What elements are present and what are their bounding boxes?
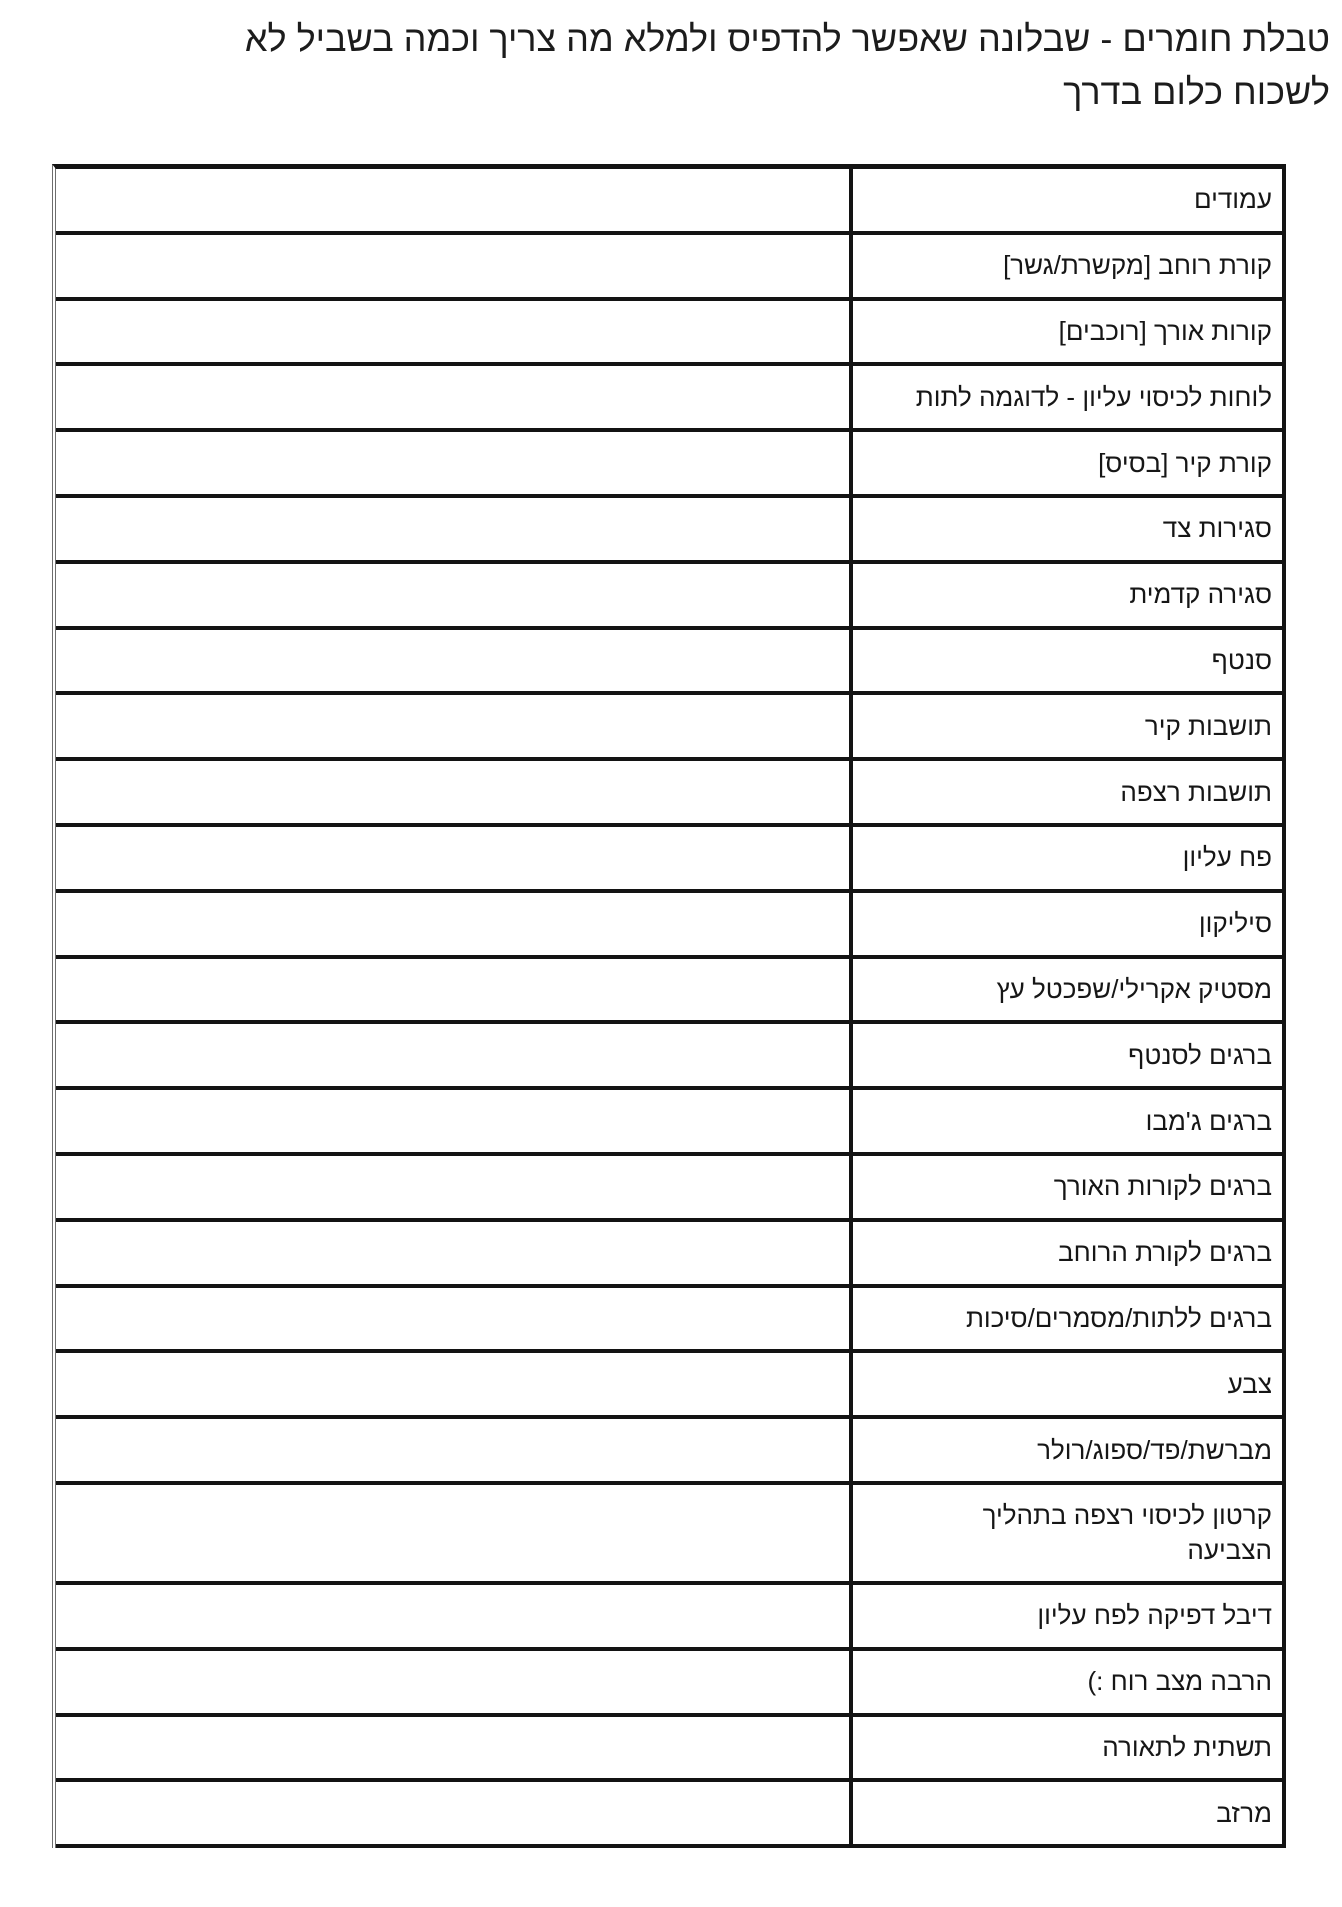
- table-row: [56, 1585, 1282, 1651]
- material-label-line1: הרבה מצב רוח :): [1087, 1666, 1272, 1697]
- material-label-cell: [849, 1353, 1282, 1415]
- material-label: [859, 1104, 1272, 1139]
- table-row: [56, 1090, 1282, 1156]
- table-row: [56, 1024, 1282, 1090]
- material-label-line1: ברגים לסנטף: [1128, 1039, 1272, 1070]
- material-label-cell: [849, 1782, 1282, 1844]
- quantity-cell: [56, 1419, 849, 1481]
- material-label-line1: קורות אורך [רוכבים]: [1058, 315, 1272, 346]
- table-row: [56, 169, 1282, 235]
- material-label: [859, 1235, 1272, 1270]
- quantity-cell: [56, 301, 849, 363]
- material-label-cell: [849, 630, 1282, 692]
- material-label-cell: [849, 1717, 1282, 1779]
- material-label-cell: [849, 893, 1282, 955]
- quantity-cell: [56, 630, 849, 692]
- table-row: [56, 1651, 1282, 1717]
- material-label-line1: סגירות צד: [1162, 513, 1272, 544]
- quantity-cell: [56, 1090, 849, 1152]
- material-label: [859, 380, 1272, 415]
- material-label: [859, 1038, 1272, 1073]
- material-label-cell: [849, 1156, 1282, 1218]
- table-row: [56, 1353, 1282, 1419]
- material-label: [859, 1433, 1272, 1468]
- material-label-cell: [849, 235, 1282, 297]
- table-row: [56, 695, 1282, 761]
- material-label-cell: [849, 301, 1282, 363]
- materials-table: [52, 164, 1286, 1848]
- table-row: [56, 498, 1282, 564]
- table-row: [56, 893, 1282, 959]
- material-label-line1: קורת קיר [בסיס]: [1098, 447, 1272, 478]
- table-row: [56, 761, 1282, 827]
- quantity-cell: [56, 432, 849, 494]
- material-label: [859, 1664, 1272, 1699]
- quantity-cell: [56, 1222, 849, 1284]
- quantity-cell: [56, 366, 849, 428]
- material-label-line1: מרזב: [1216, 1797, 1272, 1828]
- material-label-line1: תושבות קיר: [1144, 710, 1272, 741]
- page-title-line2: לשכוח כלום בדרך: [1063, 71, 1330, 112]
- material-label: [859, 1730, 1272, 1765]
- quantity-cell: [56, 761, 849, 823]
- table-row: [56, 1222, 1282, 1288]
- material-label: [859, 906, 1272, 941]
- material-label-line1: סגירה קדמית: [1129, 579, 1272, 610]
- page-title-line1: טבלת חומרים - שבלונה שאפשר להדפיס ולמלא מה צריך וכמה בשביל לא: [244, 18, 1330, 59]
- quantity-cell: [56, 1485, 849, 1581]
- material-label-line1: סנטף: [1211, 644, 1272, 675]
- material-label: [859, 577, 1272, 612]
- material-label-line1: תושבות רצפה: [1120, 776, 1272, 807]
- material-label-line1: ברגים ללתות/מסמרים/סיכות: [965, 1302, 1272, 1333]
- material-label-cell: [849, 827, 1282, 889]
- material-label: [859, 643, 1272, 678]
- quantity-cell: [56, 695, 849, 757]
- material-label: [859, 1598, 1272, 1633]
- material-label-line1: סיליקון: [1198, 908, 1272, 939]
- material-label-cell: [849, 695, 1282, 757]
- quantity-cell: [56, 1156, 849, 1218]
- table-row: [56, 1419, 1282, 1485]
- material-label: [859, 775, 1272, 810]
- material-label: [859, 1301, 1272, 1336]
- material-label-line2: הצביעה: [1187, 1534, 1272, 1565]
- table-row: [56, 1288, 1282, 1354]
- quantity-cell: [56, 959, 849, 1021]
- material-label: [859, 182, 1272, 217]
- table-row: [56, 432, 1282, 498]
- material-label-line1: ברגים לקורות האורך: [1053, 1171, 1272, 1202]
- quantity-cell: [56, 827, 849, 889]
- table-row: [56, 1782, 1282, 1848]
- material-label-cell: [849, 1419, 1282, 1481]
- material-label: [859, 1169, 1272, 1204]
- material-label-cell: [849, 1024, 1282, 1086]
- quantity-cell: [56, 169, 849, 231]
- table-row: [56, 235, 1282, 301]
- material-label-cell: [849, 169, 1282, 231]
- material-label-line1: לוחות לכיסוי עליון - לדוגמה לתות: [915, 381, 1272, 412]
- quantity-cell: [56, 1353, 849, 1415]
- material-label-line1: ברגים ג'מבו: [1145, 1105, 1272, 1136]
- material-label-line1: תשתית לתאורה: [1102, 1731, 1272, 1762]
- material-label-line1: ברגים לקורת הרוחב: [1058, 1237, 1272, 1268]
- material-label: [859, 1367, 1272, 1402]
- material-label: [859, 314, 1272, 349]
- material-label-line1: פח עליון: [1182, 842, 1272, 873]
- material-label-line1: דיבל דפיקה לפח עליון: [1037, 1600, 1272, 1631]
- table-row: [56, 1156, 1282, 1222]
- material-label-cell: [849, 959, 1282, 1021]
- table-row: [56, 1717, 1282, 1783]
- material-label-cell: [849, 1585, 1282, 1647]
- quantity-cell: [56, 1024, 849, 1086]
- table-row: [56, 1485, 1282, 1585]
- material-label-cell: [849, 1485, 1282, 1581]
- quantity-cell: [56, 498, 849, 560]
- material-label-line1: צבע: [1227, 1368, 1272, 1399]
- material-label-cell: [849, 761, 1282, 823]
- table-row: [56, 366, 1282, 432]
- table-row: [56, 630, 1282, 696]
- table-row: [56, 564, 1282, 630]
- material-label-line1: מסטיק אקרילי/שפכטל עץ: [996, 973, 1272, 1004]
- material-label-cell: [849, 498, 1282, 560]
- material-label-cell: [849, 432, 1282, 494]
- material-label: [859, 709, 1272, 744]
- table-row: [56, 959, 1282, 1025]
- material-label-line1: מברשת/פד/ספוג/רולר: [1037, 1434, 1272, 1465]
- material-label: [859, 511, 1272, 546]
- material-label: [859, 840, 1272, 875]
- material-label-line1: קרטון לכיסוי רצפה בתהליך: [982, 1499, 1272, 1530]
- page-title: [60, 12, 1330, 118]
- quantity-cell: [56, 893, 849, 955]
- quantity-cell: [56, 1717, 849, 1779]
- material-label-line1: קורת רוחב [מקשרת/גשר]: [1003, 250, 1272, 281]
- material-label-cell: [849, 1288, 1282, 1350]
- material-label: [859, 446, 1272, 481]
- material-label: [859, 1796, 1272, 1831]
- material-label-cell: [849, 1651, 1282, 1713]
- quantity-cell: [56, 1288, 849, 1350]
- material-label: [859, 248, 1272, 283]
- quantity-cell: [56, 564, 849, 626]
- table-row: [56, 301, 1282, 367]
- material-label-cell: [849, 1090, 1282, 1152]
- material-label-cell: [849, 1222, 1282, 1284]
- quantity-cell: [56, 1782, 849, 1844]
- material-label: [859, 972, 1272, 1007]
- material-label: [859, 1498, 1272, 1568]
- material-label-line1: עמודים: [1193, 184, 1272, 215]
- quantity-cell: [56, 1651, 849, 1713]
- material-label-cell: [849, 564, 1282, 626]
- table-row: [56, 827, 1282, 893]
- material-label-cell: [849, 366, 1282, 428]
- quantity-cell: [56, 235, 849, 297]
- quantity-cell: [56, 1585, 849, 1647]
